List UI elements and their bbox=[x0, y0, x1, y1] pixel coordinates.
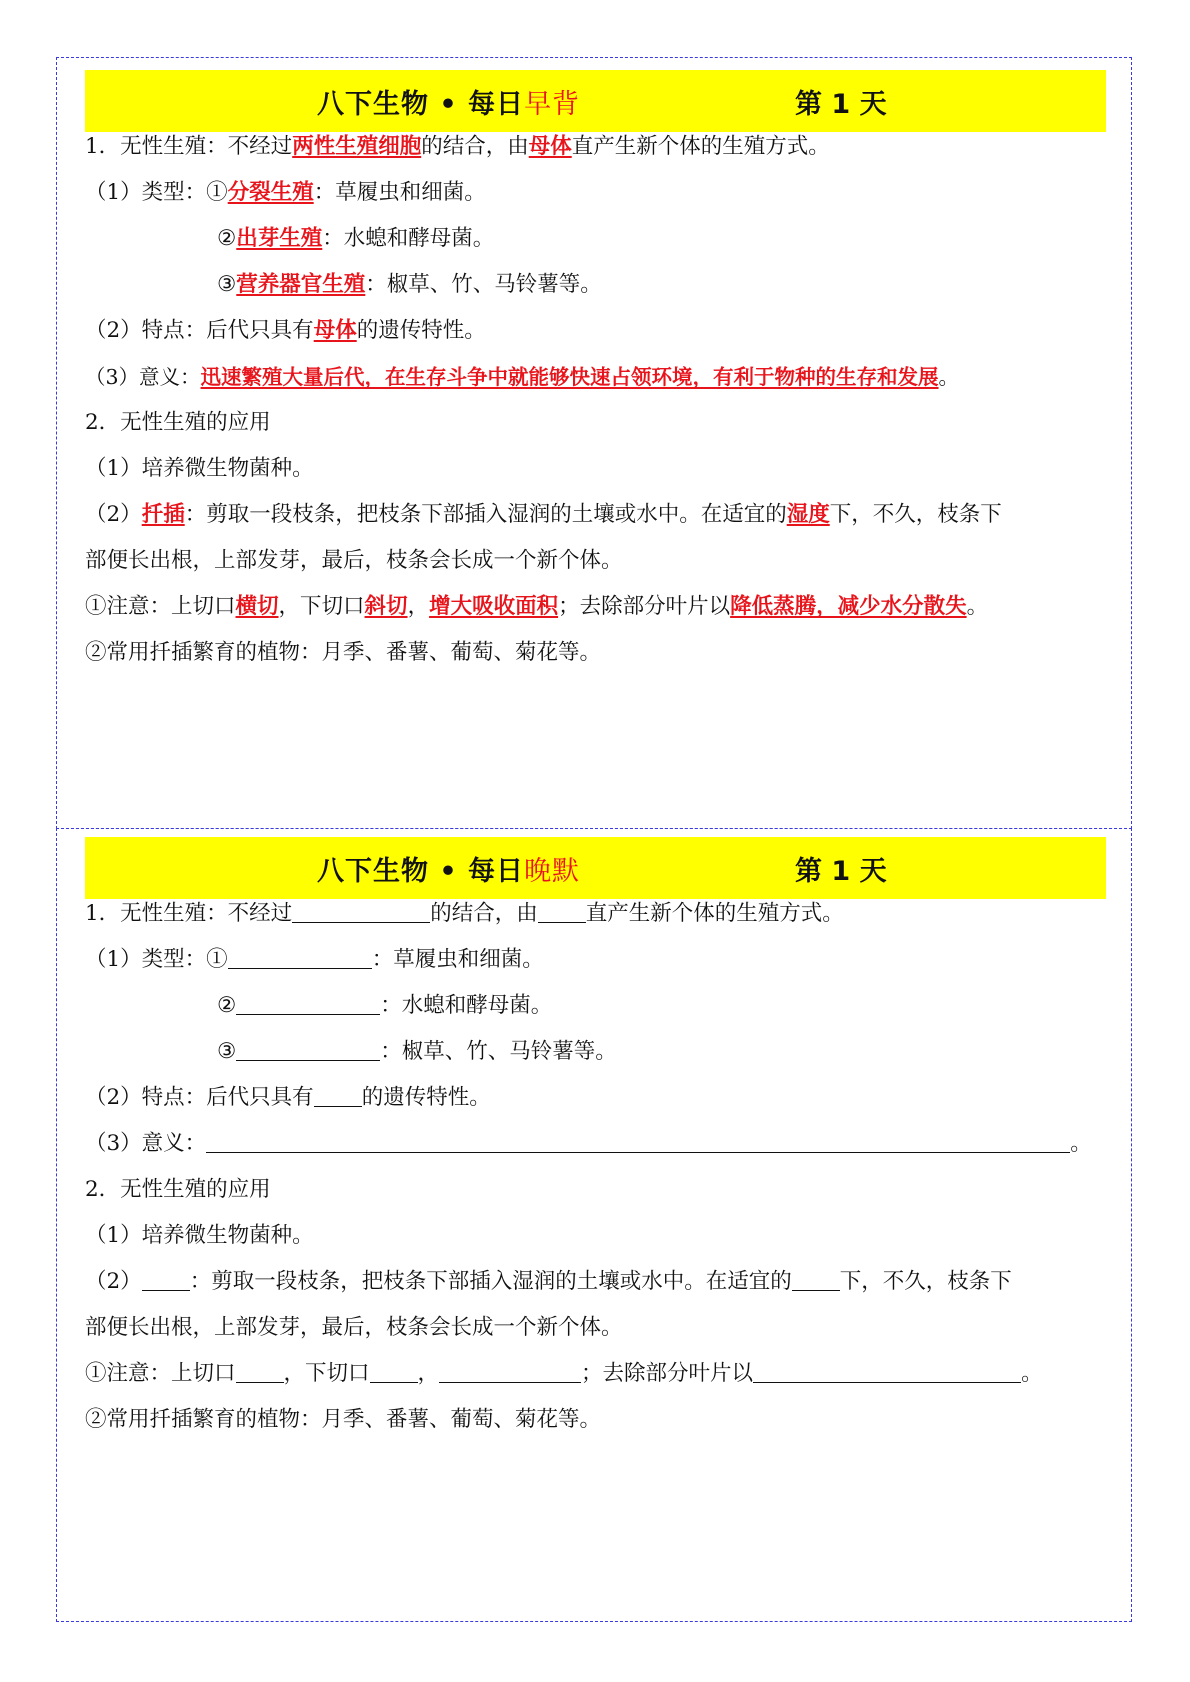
evening-line-7: 2．无性生殖的应用 bbox=[85, 1177, 271, 1202]
evening-line-6: （3）意义： 。 bbox=[85, 1131, 1092, 1156]
morning-line-11: ①注意：上切口横切，下切口斜切，增大吸收面积；去除部分叶片以降低蒸腾，减少水分散失。 bbox=[85, 594, 989, 619]
evening-line-2: （1）类型：① ：草履虫和细菌。 bbox=[85, 947, 544, 972]
evening-header bbox=[85, 837, 1106, 899]
blank[interactable] bbox=[314, 1084, 362, 1107]
blank[interactable] bbox=[792, 1268, 840, 1291]
evening-line-8: （1）培养微生物菌种。 bbox=[85, 1223, 314, 1248]
morning-line-5: （2）特点：后代只具有母体的遗传特性。 bbox=[85, 318, 486, 343]
morning-line-2: （1）类型：①分裂生殖：草履虫和细菌。 bbox=[85, 180, 486, 205]
evening-card bbox=[56, 828, 1132, 1622]
evening-line-9: （2） ：剪取一段枝条，把枝条下部插入湿润的土壤或水中。在适宜的 下，不久，枝条下 bbox=[85, 1269, 1012, 1294]
evening-line-11: ①注意：上切口 ，下切口 ， ；去除部分叶片以 。 bbox=[85, 1361, 1043, 1386]
evening-line-4: ③ ：椒草、竹、马铃薯等。 bbox=[217, 1039, 617, 1064]
morning-day-label: 第 1 天 bbox=[795, 89, 887, 120]
evening-line-12: ②常用扦插繁育的植物：月季、番薯、葡萄、菊花等。 bbox=[85, 1407, 602, 1432]
blank[interactable] bbox=[236, 992, 380, 1015]
blank[interactable] bbox=[370, 1360, 418, 1383]
evening-line-5: （2）特点：后代只具有 的遗传特性。 bbox=[85, 1085, 491, 1110]
morning-line-8: （1）培养微生物菌种。 bbox=[85, 456, 314, 481]
blank[interactable] bbox=[292, 900, 430, 923]
morning-line-10: 部便长出根，上部发芽，最后，枝条会长成一个新个体。 bbox=[85, 548, 623, 573]
morning-header bbox=[85, 70, 1106, 132]
blank[interactable] bbox=[228, 946, 372, 969]
blank[interactable] bbox=[206, 1130, 1070, 1153]
morning-line-1: 1．无性生殖：不经过两性生殖细胞的结合，由母体直产生新个体的生殖方式。 bbox=[85, 134, 830, 159]
blank[interactable] bbox=[538, 900, 586, 923]
morning-card bbox=[56, 57, 1132, 829]
blank[interactable] bbox=[753, 1360, 1021, 1383]
morning-line-4: ③营养器官生殖：椒草、竹、马铃薯等。 bbox=[217, 272, 602, 297]
blank[interactable] bbox=[142, 1268, 190, 1291]
morning-line-9: （2）扦插：剪取一段枝条，把枝条下部插入湿润的土壤或水中。在适宜的湿度下，不久，枝条下 bbox=[85, 502, 1002, 527]
evening-line-1: 1．无性生殖：不经过 的结合，由 直产生新个体的生殖方式。 bbox=[85, 901, 844, 926]
evening-title: 八下生物 • 每日晚默 bbox=[317, 856, 581, 887]
morning-line-3: ②出芽生殖：水螅和酵母菌。 bbox=[217, 226, 495, 251]
evening-day-label: 第 1 天 bbox=[795, 856, 887, 887]
morning-line-6: （3）意义：迅速繁殖大量后代，在生存斗争中就能够快速占领环境，有利于物种的生存和发展。 bbox=[85, 365, 960, 389]
evening-line-3: ② ：水螅和酵母菌。 bbox=[217, 993, 553, 1018]
morning-title: 八下生物 • 每日早背 bbox=[317, 89, 581, 120]
blank[interactable] bbox=[236, 1360, 284, 1383]
morning-line-7: 2．无性生殖的应用 bbox=[85, 410, 271, 435]
blank[interactable] bbox=[236, 1038, 380, 1061]
morning-line-12: ②常用扦插繁育的植物：月季、番薯、葡萄、菊花等。 bbox=[85, 640, 602, 665]
blank[interactable] bbox=[439, 1360, 581, 1383]
evening-line-10: 部便长出根，上部发芽，最后，枝条会长成一个新个体。 bbox=[85, 1315, 623, 1340]
